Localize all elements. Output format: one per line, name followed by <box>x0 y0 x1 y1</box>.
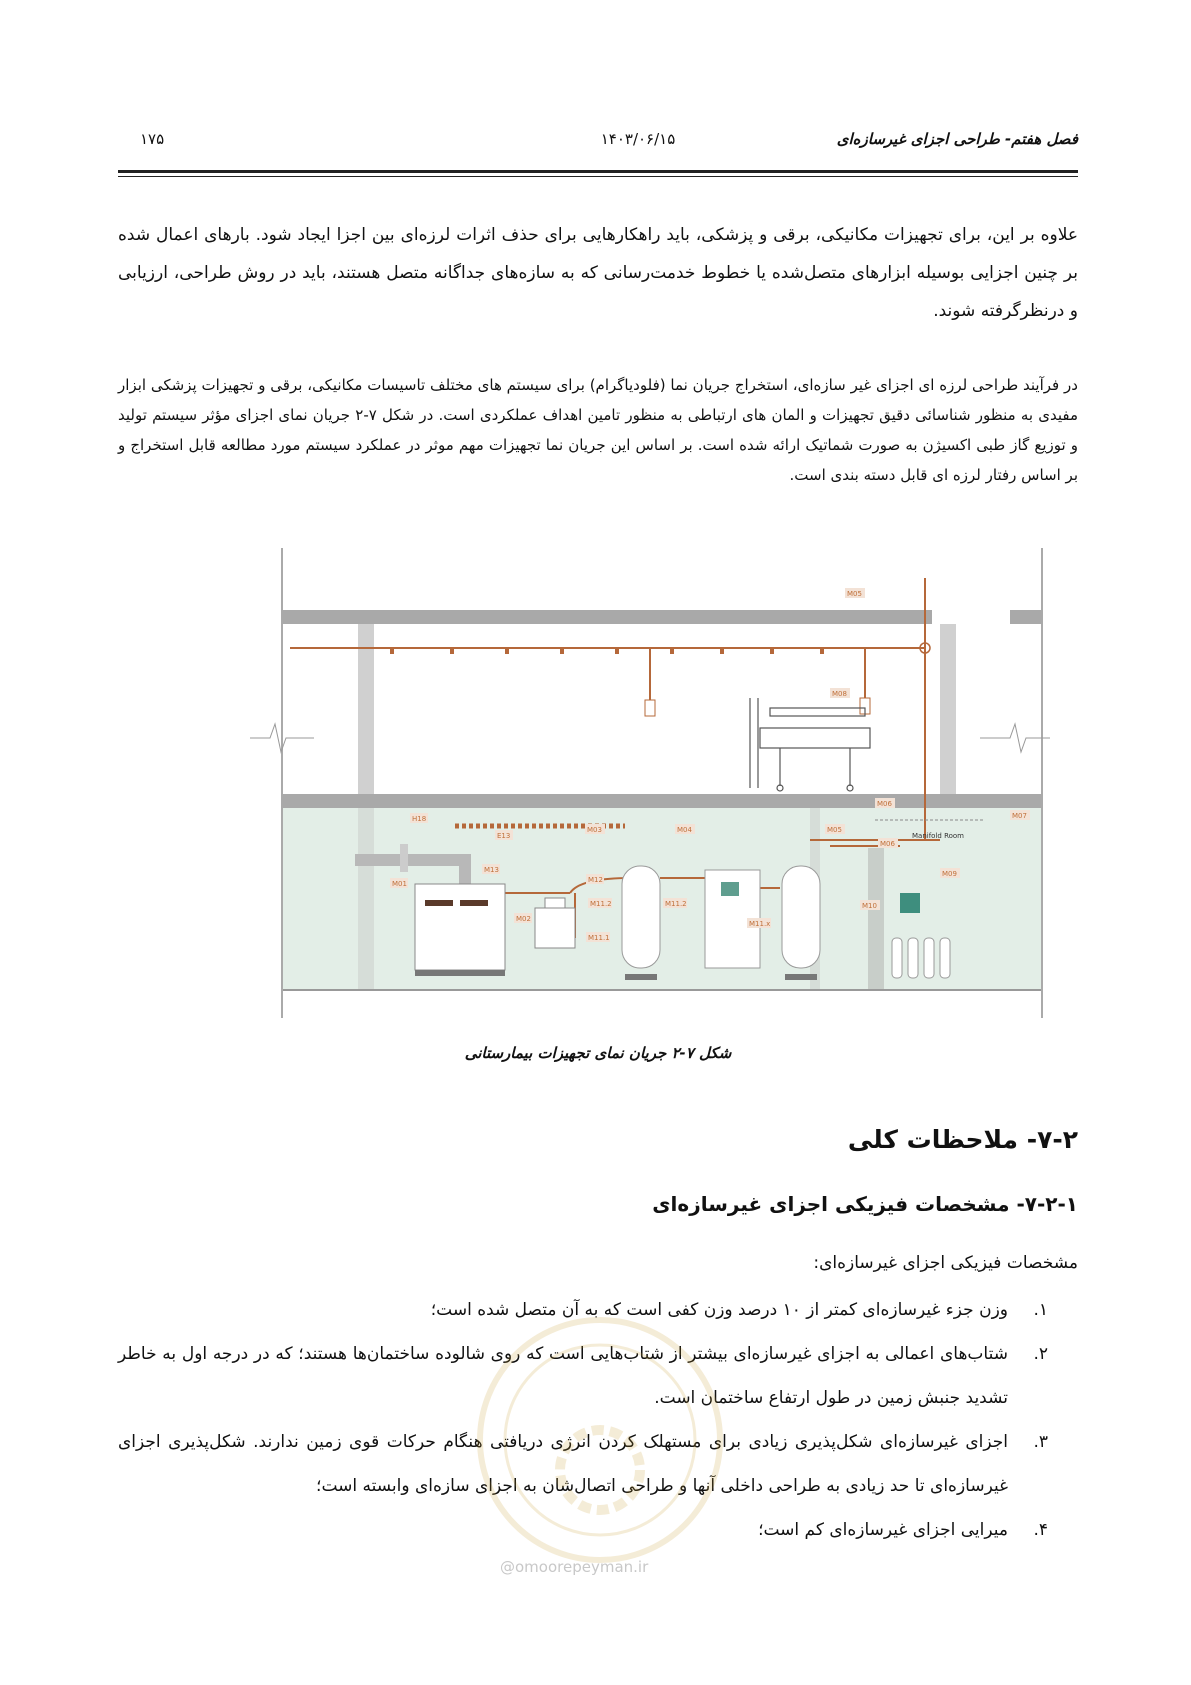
hospital-bed-icon <box>750 698 870 791</box>
label-e13: E13 <box>497 832 511 840</box>
subsection-heading: ۷-۲-۱- مشخصات فیزیکی اجزای غیرسازه‌ای <box>652 1192 1078 1216</box>
top-slab <box>282 610 932 624</box>
page-header <box>118 128 1078 158</box>
header-rule-thin <box>118 176 1078 177</box>
list-item: ۲. شتاب‌های اعمالی به اجزای غیرسازه‌ای بیشتر از شتاب‌هایی است که روی شالوده ساختمان‌ها هستند؛ که در درجه اول به خاطر تشدید جنبش زمین در طول ارتفاع ساختمان است. <box>118 1344 1048 1408</box>
oxygen-tank <box>782 866 820 968</box>
label-m11-2b: M11.2 <box>665 900 687 908</box>
label-m02: M02 <box>516 915 531 923</box>
label-m10: M10 <box>862 902 877 910</box>
header-date: ۱۴۰۳/۰۶/۱۵ <box>600 130 676 148</box>
column <box>358 624 374 804</box>
air-dryer <box>535 908 575 948</box>
label-m07: M07 <box>1012 812 1027 820</box>
label-h18: H18 <box>412 815 427 823</box>
label-m01: M01 <box>392 880 407 888</box>
watermark-seal-icon <box>470 1310 730 1570</box>
air-compressor <box>415 884 505 970</box>
list-item: ۳. اجزای غیرسازه‌ای شکل‌پذیری زیادی برای مستهلک کردن انرژی دریافتی هنگام حرکات قوی زمین ندارند. شکل‌پذیری اجزای غیرسازه‌ای تا حد زیادی به طراحی داخلی آنها و طراحی اتصال‌شان به اجزای سازه‌ای وابسته است؛ <box>118 1432 1048 1496</box>
receiver-tank <box>622 866 660 968</box>
list-item: ۴. میرایی اجزای غیرسازه‌ای کم است؛ <box>758 1520 1048 1540</box>
chapter-title: فصل هفتم- طراحی اجزای غیرسازه‌ای <box>836 130 1078 148</box>
label-m03: M03 <box>587 826 602 834</box>
label-m13: M13 <box>484 866 499 874</box>
header-rule-thick <box>118 170 1078 173</box>
hospital-equipment-diagram <box>250 548 1060 1018</box>
label-m05: M05 <box>847 590 862 598</box>
watermark-text: @omoorepeyman.ir <box>500 1558 649 1576</box>
label-m06: M06 <box>877 800 892 808</box>
list-item: ۱. وزن جزء غیرسازه‌ای کمتر از ۱۰ درصد وزن کفی است که به آن متصل شده است؛ <box>430 1300 1048 1320</box>
label-m09: M09 <box>942 870 957 878</box>
label-manifold-room: Manifold Room <box>912 832 965 840</box>
manifold-panel <box>900 893 920 913</box>
column <box>940 624 956 804</box>
section-heading: ۷-۲- ملاحظات کلی <box>847 1125 1078 1154</box>
label-m04: M04 <box>677 826 692 834</box>
label-m06b: M06 <box>880 840 895 848</box>
figure-caption: شکل ۷-۲ جریان نمای تجهیزات بیمارستانی <box>464 1044 732 1062</box>
label-m11-1: M11.1 <box>588 934 610 942</box>
paragraph-1: علاوه بر این، برای تجهیزات مکانیکی، برقی و پزشکی، باید راهکارهایی برای حذف اثرات لرزه‌ای بین اجزا ایجاد شود. بارهای اعمال شده بر چنین اجزایی بوسیله ابزارهای متصل‌شده یا خطوط خدمت‌رسانی که به سازه‌های جداگانه متصل هستند، باید در روش طراحی، ارزیابی و درنظرگرفته شوند. <box>118 225 1078 321</box>
label-m11-2: M11.2 <box>590 900 612 908</box>
list-intro: مشخصات فیزیکی اجزای غیرسازه‌ای: <box>813 1253 1078 1273</box>
label-m12: M12 <box>588 876 603 884</box>
page-number: ۱۷۵ <box>140 130 165 148</box>
flow-diagram-figure <box>250 548 1060 1018</box>
middle-slab <box>282 794 1042 808</box>
label-m05b: M05 <box>827 826 842 834</box>
label-m08: M08 <box>832 690 847 698</box>
label-m11-x: M11.x <box>749 920 771 928</box>
paragraph-2: در فرآیند طراحی لرزه ای اجزای غیر سازه‌ای، استخراج جریان نما (فلودیاگرام) برای سیستم های مختلف تاسیسات مکانیکی، برقی و تجهیزات پزشکی ابزار مفیدی به منظور شناسائی دقیق تجهیزات و المان های ارتباطی به منظور تامین اهداف عملکردی است. در شکل ۷-۲ جریان نمای اجزای مؤثر سیستم تولید و توزیع گاز طبی اکسیژن به صورت شماتیک ارائه شده است. بر اساس این جریان نما تجهیزات مهم موثر در عملکرد سیستم مورد مطالعه قابل استخراج و بر اساس رفتار لرزه ای قابل دسته بندی است. <box>118 376 1078 484</box>
